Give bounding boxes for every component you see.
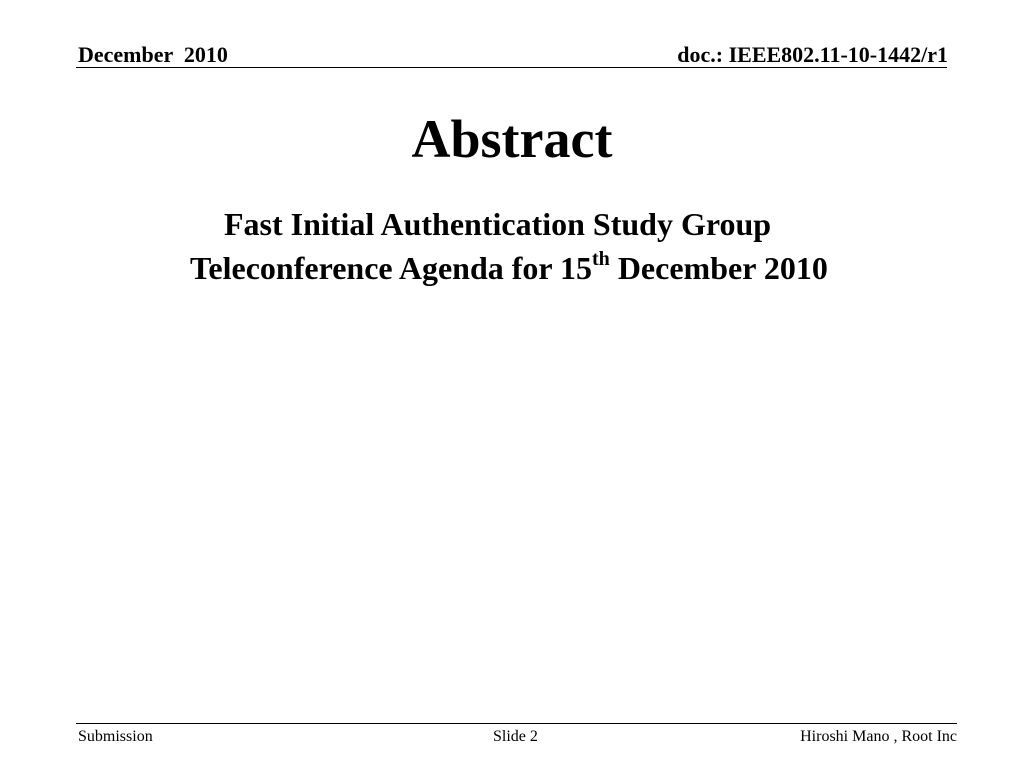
header-date: December 2010	[78, 42, 228, 67]
subtitle-line-2	[190, 246, 910, 290]
subtitle-line-2-text: Teleconference Agenda for 15	[190, 250, 593, 286]
slide-title: Abstract	[411, 109, 613, 169]
header-divider	[76, 67, 947, 68]
subtitle-line-1: Fast Initial Authentication Study Group	[224, 206, 772, 242]
footer-divider	[76, 723, 957, 724]
ordinal-superscript: th	[592, 248, 610, 271]
footer-slide-number: Slide 2	[493, 728, 538, 745]
subtitle-line-2-date: December 2010	[609, 250, 828, 286]
footer-submission: Submission	[78, 728, 153, 745]
header-doc-id: doc.: IEEE802.11-10-1442/r1	[677, 42, 948, 67]
slide-subtitle	[190, 202, 910, 290]
footer-author: Hiroshi Mano , Root Inc	[800, 728, 957, 745]
